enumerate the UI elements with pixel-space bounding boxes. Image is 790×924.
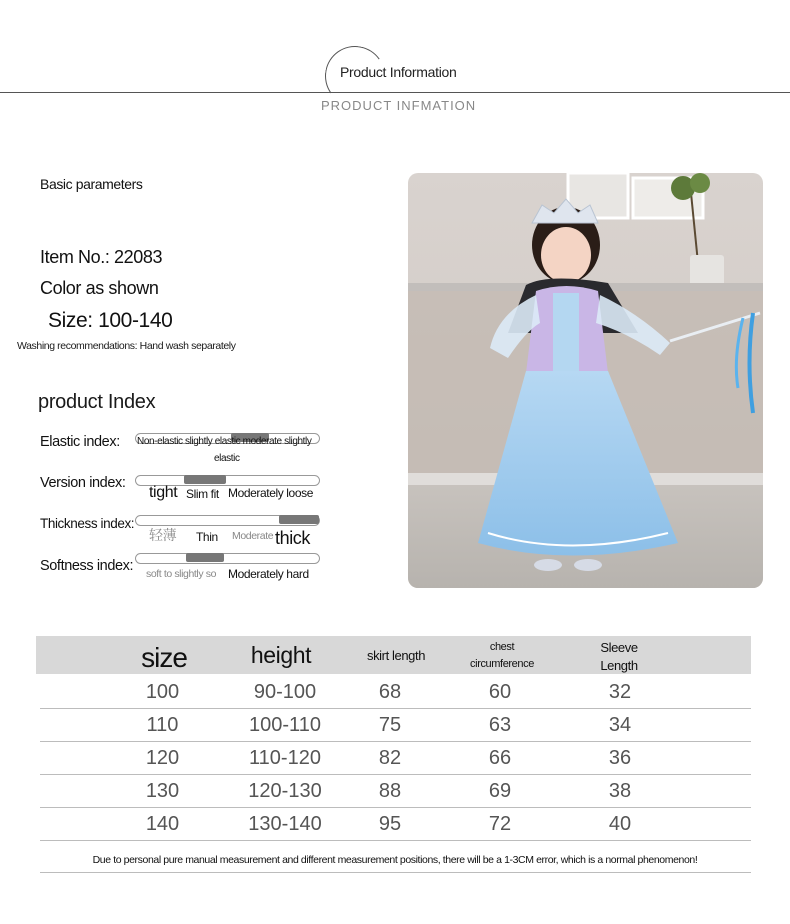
version-option-tight: tight [149, 484, 178, 501]
softness-index-label: Softness index: [40, 558, 134, 574]
thickness-option-moderate: Moderate [232, 530, 274, 542]
cell-sleeve: 32 [608, 681, 632, 703]
cell-skirt: 75 [378, 714, 402, 736]
product-index-title: product Index [38, 391, 156, 413]
cell-chest: 60 [488, 681, 512, 703]
header-sleeve-2: Length [600, 658, 638, 673]
softness-track [135, 553, 320, 564]
thickness-option-light: 轻薄 [149, 527, 177, 543]
cell-chest: 66 [488, 747, 512, 769]
table-row [40, 708, 751, 742]
table-row [40, 774, 751, 808]
cell-skirt: 88 [378, 780, 402, 802]
header-chest-2: circumference [470, 658, 534, 670]
cell-chest: 69 [488, 780, 512, 802]
header-height: height [250, 642, 312, 668]
header-chest: chest [489, 641, 515, 653]
size-range: Size: 100-140 [48, 309, 173, 332]
cell-skirt: 95 [378, 813, 402, 835]
elastic-index-label: Elastic index: [40, 434, 120, 450]
section-title: Product Information [340, 64, 457, 80]
softness-option-soft: soft to slightly so [146, 568, 217, 580]
softness-option-hard: Moderately hard [228, 567, 309, 581]
elastic-options: Non-elastic slightly elastic moderate slightly [137, 436, 312, 447]
cell-size: 140 [145, 813, 180, 835]
header-divider [0, 92, 790, 93]
version-option-slim: Slim fit [186, 487, 219, 501]
cell-height: 100-110 [249, 714, 321, 736]
item-number: Item No.: 22083 [40, 247, 163, 267]
basic-parameters-title: Basic parameters [40, 176, 143, 192]
cell-sleeve: 38 [608, 780, 632, 802]
girl-in-blue-dress-illustration [408, 173, 763, 588]
cell-height: 120-130 [248, 780, 322, 802]
cell-size: 120 [145, 747, 180, 769]
section-subtitle: PRODUCT INFMATION [321, 98, 477, 113]
thickness-index-scale [135, 515, 320, 549]
header-skirt-length: skirt length [366, 648, 426, 663]
table-row [40, 807, 751, 841]
cell-sleeve: 34 [608, 714, 632, 736]
thickness-selected-marker [279, 515, 319, 524]
thickness-option-thick: thick [275, 528, 311, 548]
cell-height: 90-100 [253, 681, 317, 703]
cell-skirt: 82 [378, 747, 402, 769]
cell-chest: 72 [488, 813, 512, 835]
header-size: size [141, 642, 187, 673]
version-selected-marker [184, 475, 226, 484]
softness-selected-marker [186, 553, 224, 562]
thickness-option-thin: Thin [196, 530, 218, 544]
cell-sleeve: 40 [608, 813, 632, 835]
softness-index-scale [135, 553, 320, 583]
cell-height: 130-140 [248, 813, 322, 835]
version-option-loose: Moderately loose [228, 486, 313, 500]
thickness-index-label: Thickness index: [40, 516, 135, 531]
product-photo [408, 173, 763, 588]
cell-height: 110-120 [249, 747, 321, 769]
measurement-note: Due to personal pure manual measurement and different measurement positions, there will be a 1-3CM error, which is a normal phenomenon! [92, 854, 698, 866]
size-table-header [36, 636, 751, 674]
table-row [40, 741, 751, 775]
cell-skirt: 68 [378, 681, 402, 703]
version-index-label: Version index: [40, 475, 126, 491]
bottom-divider [40, 872, 751, 873]
cell-size: 110 [146, 714, 179, 736]
elastic-options-line2: elastic [214, 453, 240, 464]
cell-sleeve: 36 [608, 747, 632, 769]
header-sleeve: Sleeve [600, 640, 638, 655]
cell-size: 130 [145, 780, 180, 802]
table-row [40, 675, 751, 709]
version-index-scale [135, 475, 320, 505]
washing-recommendation: Washing recommendations: Hand wash separately [17, 340, 236, 352]
color-info: Color as shown [40, 278, 159, 298]
cell-chest: 63 [488, 714, 512, 736]
cell-size: 100 [145, 681, 180, 703]
